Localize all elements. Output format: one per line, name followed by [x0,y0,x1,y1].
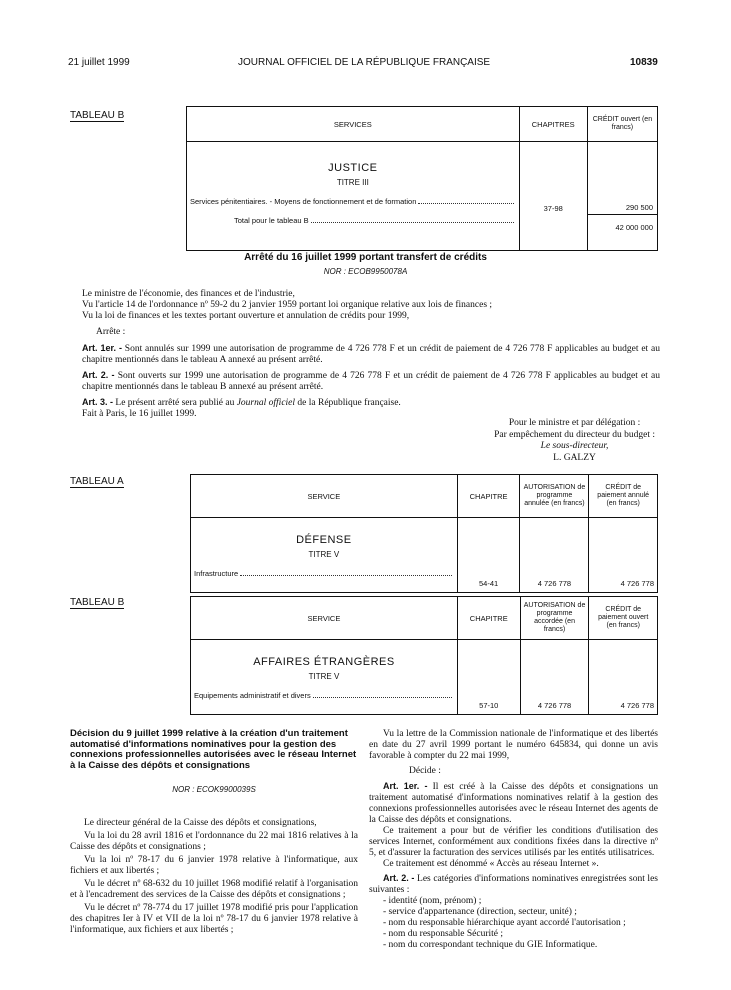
titre-iii: TITRE III [336,178,369,187]
row-credit: 290 500 [588,142,657,215]
header-page-number: 10839 [630,57,658,68]
row-autorisation: 4 726 778 [520,518,589,593]
row-credit: 4 726 778 [589,640,658,715]
credit-cell [587,142,657,251]
row-label: Infrastructure [194,569,239,578]
row-label: Services pénitentiaires. - Moyens de fonctionnement et de formation [190,197,417,206]
table-a [190,474,658,593]
arrete-fait: Fait à Paris, le 16 juillet 1999. [82,409,197,419]
header-journal: JOURNAL OFFICIEL DE LA RÉPUBLIQUE FRANÇAISE [238,57,491,68]
decision-art2 [369,873,658,896]
row-chapitre: 37-98 [519,142,587,251]
header-date: 21 juillet 1999 [68,57,130,68]
row-autorisation: 4 726 778 [520,640,589,715]
decision-l4: Vu le décret nº 68-632 du 10 juillet 1968 modifié relatif à l'organisation et à l'encadrement des services de la Caisse des dépôts et consignations ; [70,879,358,900]
arrete-nor: NOR : ECOB9950078A [323,267,408,276]
art3-text-pre: Le présent arrêté sera publié au [115,398,235,408]
col-autorisation: AUTORISATION de programme accordée (en francs) [520,597,589,640]
titre-v: TITRE V [308,672,340,681]
decision-l5: Vu le décret nº 78-774 du 17 juillet 1978 modifié pris pour l'application des chapitres Ier à IV et VII de la loi nº 78-17 du 6 janvier 1978 relative à l'informatique, aux fichiers et aux libertés ; [70,903,358,935]
section-justice: JUSTICE [328,162,378,174]
row-chapitre: 54-41 [457,518,520,593]
decision-art1 [369,781,658,826]
arrete-body [82,289,660,420]
art1-num: Art. 1er. - [82,343,122,353]
arrete-arrete: Arrête : [96,327,126,337]
decision-right-column [369,729,658,951]
arrete-art3 [82,397,660,409]
decision-item: - identité (nom, prénom) ; [383,896,482,906]
table-b2-label: TABLEAU B [70,597,125,608]
decision-r2: Ce traitement a pour but de vérifier les conditions d'utilisation des services Internet, conformément aux conditions fixées dans la directive nº 5, et d'assurer la facturation des services utilisés par les entités utilisatrices. [369,826,658,858]
table-b1 [186,106,658,251]
sig-line-2: Par empêchement du directeur du budget : [494,429,655,440]
arrete-p3: Vu la loi de finances et les textes portant ouverture et annulation de crédits pour 1999, [82,311,410,321]
row-total [190,216,516,225]
table-a-body [191,518,458,593]
decision-item: - nom du responsable hiérarchique ayant accordé l'autorisation ; [383,918,626,928]
row-credit: 4 726 778 [589,518,658,593]
decision-item: - nom du responsable Sécurité ; [383,929,504,939]
sig-line-3: Le sous-directeur, [540,441,609,451]
col-autorisation: AUTORISATION de programme annulée (en francs) [520,475,589,518]
table-b2-body [191,640,458,715]
decision-l2: Vu la loi du 28 avril 1816 et l'ordonnance du 22 mai 1816 relatives à la Caisse des dépôts et consignations ; [70,831,358,852]
decision-r3: Ce traitement est dénommé « Accès au réseau Internet ». [383,859,599,869]
col-credit: CRÉDIT de paiement ouvert (en francs) [589,597,658,640]
art3-text-post: de la République française. [297,398,401,408]
col-services: SERVICES [187,107,520,142]
total-credit: 42 000 000 [615,223,653,232]
section-affaires-etrangeres: AFFAIRES ÉTRANGÈRES [253,656,395,668]
arrete-p1: Le ministre de l'économie, des finances et de l'industrie, [82,289,295,299]
table-b1-label: TABLEAU B [70,110,125,121]
decision-art1-num: Art. 1er. - [383,781,428,791]
arrete-signature [494,418,655,464]
art2-num: Art. 2. - [82,370,115,380]
table-b2 [190,596,658,715]
decision-left-column [70,729,358,936]
col-credit: CRÉDIT ouvert (en francs) [587,107,657,142]
art3-journal-officiel: Journal officiel [236,398,296,408]
row-equipements [194,691,454,700]
arrete-art1 [82,343,660,366]
arrete-art2 [82,370,660,393]
decision-l1: Le directeur général de la Caisse des dépôts et consignations, [84,818,317,828]
col-chapitre: CHAPITRE [457,475,520,518]
art2-text: Sont ouverts sur 1999 une autorisation de programme de 4 726 778 F et un crédit de paiement de 4 726 778 F applicables au budget et au chapitre mentionnés dans le tableau B annexé au présent arrêté. [82,371,661,392]
decision-art2-text: Les catégories d'informations nominatives enregistrées sont les suivantes : [369,874,658,895]
art3-num: Art. 3. - [82,397,114,407]
sig-line-1: Pour le ministre et par délégation : [508,418,641,428]
decision-item: - service d'appartenance (direction, secteur, unité) ; [383,907,577,917]
col-service: SERVICE [191,475,458,518]
arrete-title: Arrêté du 16 juillet 1999 portant transfert de crédits [244,252,487,263]
decision-art1-text: Il est créé à la Caisse des dépôts et consignations un traitement automatisé d'informations nominatives relatif à la gestion des connexions professionnelles autorisées avec le réseau Internet des agents de la Caisse des dépôts et consignations. [369,782,658,825]
row-label: Equipements administratif et divers [194,691,311,700]
decision-decide: Décide : [409,766,441,776]
decision-nor: NOR : ECOK9900039S [172,785,256,794]
row-chapitre: 57-10 [457,640,520,715]
sig-line-4: L. GALZY [553,452,596,463]
col-credit: CRÉDIT de paiement annulé (en francs) [589,475,658,518]
row-services-penitentiaires [190,197,516,206]
col-chapitre: CHAPITRE [457,597,520,640]
col-service: SERVICE [191,597,458,640]
titre-v: TITRE V [308,550,340,559]
table-b1-body [187,142,520,251]
table-a-label: TABLEAU A [70,476,124,487]
col-chapitres: CHAPITRES [519,107,587,142]
decision-r1: Vu la lettre de la Commission nationale de l'informatique et des libertés en date du 27 avril 1999 portant le numéro 645834, qui donne un avis favorable à compter du 22 mai 1999, [369,729,658,761]
art1-text: Sont annulés sur 1999 une autorisation de programme de 4 726 778 F et un crédit de paiement de 4 726 778 F applicables au budget et au chapitre mentionnés dans le tableau A annexé au présent arrêté. [82,344,660,365]
arrete-p2: Vu l'article 14 de l'ordonnance nº 59-2 du 2 janvier 1959 portant loi organique relative aux lois de finances ; [82,300,493,310]
row-infrastructure [194,569,454,578]
decision-item: - nom du correspondant technique du GIE Informatique. [383,940,598,950]
decision-art2-num: Art. 2. - [383,873,415,883]
section-defense: DÉFENSE [296,534,352,546]
total-label: Total pour le tableau B [234,216,309,225]
decision-title: Décision du 9 juillet 1999 relative à la création d'un traitement automatisé d'informations nominatives pour la gestion des connexions professionnelles autorisées avec le réseau Internet à la Caisse des dépôts et consignations [70,728,357,771]
decision-l3: Vu la loi nº 78-17 du 6 janvier 1978 relative à l'informatique, aux fichiers et aux libertés ; [70,855,358,876]
